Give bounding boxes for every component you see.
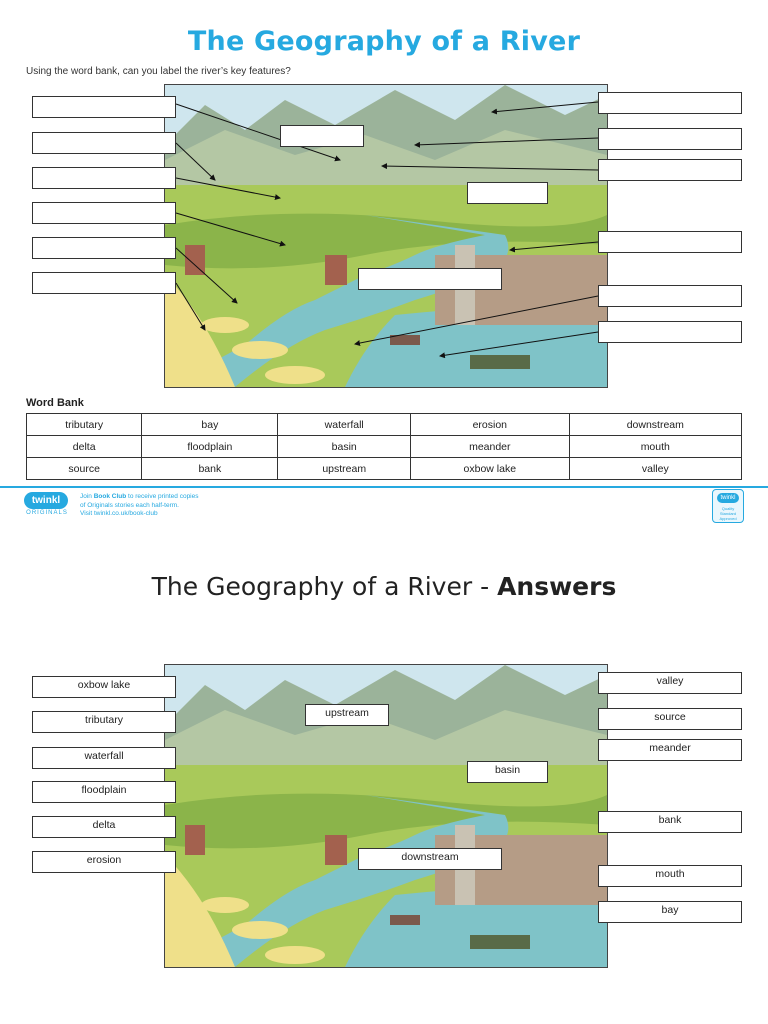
word-cell: upstream bbox=[278, 458, 411, 480]
word-cell: meander bbox=[411, 436, 570, 458]
answer-label-tributary: tributary bbox=[32, 711, 176, 733]
answers-title bbox=[0, 572, 768, 601]
answer-label-upstream: upstream bbox=[305, 704, 389, 726]
footer-url[interactable]: Visit twinkl.co.uk/book-club bbox=[80, 510, 158, 517]
table-row bbox=[27, 414, 742, 436]
blank-label-center-2[interactable] bbox=[467, 182, 548, 204]
word-cell: basin bbox=[278, 436, 411, 458]
answer-label-mouth: mouth bbox=[598, 865, 742, 887]
table-row bbox=[27, 458, 742, 480]
word-cell: tributary bbox=[27, 414, 142, 436]
word-cell: downstream bbox=[569, 414, 741, 436]
answer-label-oxbow-lake: oxbow lake bbox=[32, 676, 176, 698]
answers-title-bold: Answers bbox=[497, 572, 617, 601]
answer-label-erosion: erosion bbox=[32, 851, 176, 873]
blank-label-center-1[interactable] bbox=[280, 125, 364, 147]
logo-sub: ORIGINALS bbox=[26, 510, 68, 516]
book-club-text bbox=[80, 493, 199, 519]
blank-label-right-3[interactable] bbox=[598, 159, 742, 181]
quality-badge bbox=[712, 489, 744, 523]
blank-label-left-3[interactable] bbox=[32, 167, 176, 189]
blank-label-left-4[interactable] bbox=[32, 202, 176, 224]
word-cell: valley bbox=[569, 458, 741, 480]
answers-title-main: The Geography of a River - bbox=[151, 572, 498, 601]
word-cell: bank bbox=[142, 458, 278, 480]
footer-text-part: to receive printed copies bbox=[126, 493, 199, 500]
book-club-link[interactable]: Book Club bbox=[93, 493, 127, 500]
blank-label-left-1[interactable] bbox=[32, 96, 176, 118]
word-cell: mouth bbox=[569, 436, 741, 458]
blank-label-left-6[interactable] bbox=[32, 272, 176, 294]
word-cell: oxbow lake bbox=[411, 458, 570, 480]
twinkl-originals-logo[interactable] bbox=[24, 492, 70, 520]
word-cell: source bbox=[27, 458, 142, 480]
answer-label-basin: basin bbox=[467, 761, 548, 783]
blank-label-left-2[interactable] bbox=[32, 132, 176, 154]
blank-label-right-6[interactable] bbox=[598, 321, 742, 343]
answer-label-valley: valley bbox=[598, 672, 742, 694]
answer-label-downstream: downstream bbox=[358, 848, 502, 870]
answer-label-bay: bay bbox=[598, 901, 742, 923]
table-row bbox=[27, 436, 742, 458]
page-title: The Geography of a River bbox=[187, 26, 581, 57]
blank-label-right-5[interactable] bbox=[598, 285, 742, 307]
instruction-text: Using the word bank, can you label the river’s key features? bbox=[26, 66, 291, 77]
footer-divider bbox=[0, 486, 768, 488]
answer-label-bank: bank bbox=[598, 811, 742, 833]
logo-main: twinkl bbox=[24, 492, 68, 509]
blank-label-center-3[interactable] bbox=[358, 268, 502, 290]
word-cell: bay bbox=[142, 414, 278, 436]
badge-logo: twinkl bbox=[717, 493, 739, 503]
word-bank-table bbox=[26, 413, 742, 480]
blank-label-right-2[interactable] bbox=[598, 128, 742, 150]
answer-label-delta: delta bbox=[32, 816, 176, 838]
word-cell: waterfall bbox=[278, 414, 411, 436]
answer-label-meander: meander bbox=[598, 739, 742, 761]
word-cell: delta bbox=[27, 436, 142, 458]
blank-label-right-4[interactable] bbox=[598, 231, 742, 253]
badge-text: Quality Standard Approved bbox=[719, 506, 737, 521]
word-bank-title: Word Bank bbox=[26, 397, 84, 409]
answer-label-floodplain: floodplain bbox=[32, 781, 176, 803]
footer-text-part: Join bbox=[80, 493, 94, 500]
answer-label-source: source bbox=[598, 708, 742, 730]
word-cell: floodplain bbox=[142, 436, 278, 458]
blank-label-right-1[interactable] bbox=[598, 92, 742, 114]
word-cell: erosion bbox=[411, 414, 570, 436]
footer-text-line: of Originals stories each half-term. bbox=[80, 501, 179, 509]
answer-label-waterfall: waterfall bbox=[32, 747, 176, 769]
blank-label-left-5[interactable] bbox=[32, 237, 176, 259]
